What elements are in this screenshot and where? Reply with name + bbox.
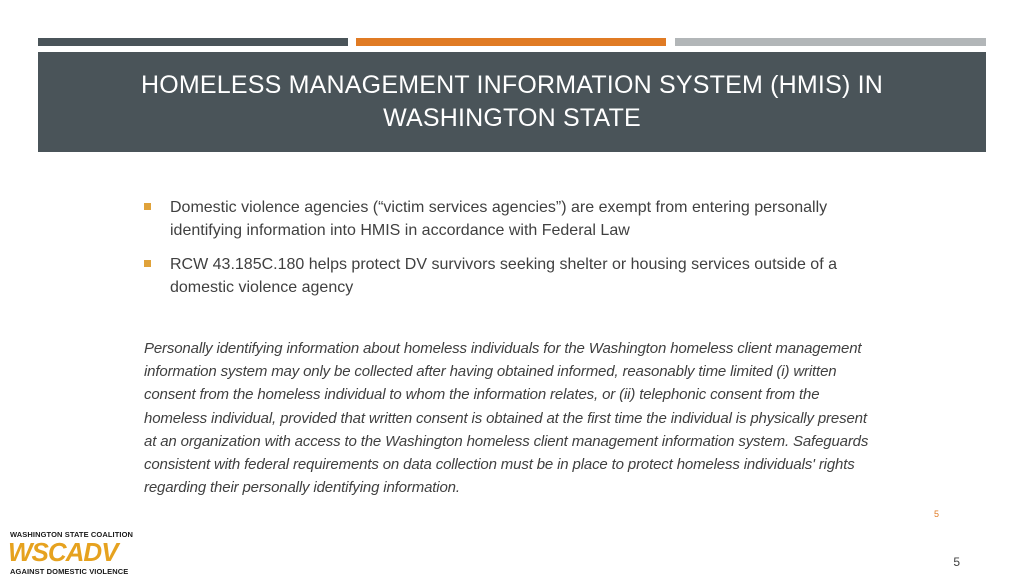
wscadv-logo xyxy=(8,530,148,576)
title-banner xyxy=(38,52,986,152)
slide-number: 5 xyxy=(953,555,960,569)
logo-wordmark: WSCADV xyxy=(8,537,118,567)
bullet-text: RCW 43.185C.180 helps protect DV survivors seeking shelter or housing services outside of a domestic violence agency xyxy=(170,256,837,296)
slide-title: HOMELESS MANAGEMENT INFORMATION SYSTEM (HMIS) IN WASHINGTON STATE xyxy=(140,71,884,132)
logo-top-text: WASHINGTON STATE COALITION xyxy=(10,530,134,539)
accent-bar-orange xyxy=(356,38,666,46)
square-bullet-icon xyxy=(144,203,151,210)
slide-number-small: 5 xyxy=(933,509,939,519)
bullet-item xyxy=(144,253,844,299)
logo-bottom-text: AGAINST DOMESTIC VIOLENCE xyxy=(10,567,129,576)
accent-bar-gray xyxy=(675,38,986,46)
bullet-text: Domestic violence agencies (“victim services agencies”) are exempt from entering personally identifying information into HMIS in accordance with Federal Law xyxy=(170,199,828,239)
accent-bar-dark xyxy=(38,38,348,46)
bullet-list xyxy=(144,196,844,310)
bullet-item xyxy=(144,196,844,242)
statute-quote: Personally identifying information about homeless individuals for the Washington homeless client management information system may only be collected after having obtained informed, reasonably time limited (i) written consent from the homeless individual to whom the information relates, or (ii) telephonic consent from the homeless individual, provided that written consent is obtained at the first time the individual is physically present at an organization with access to the Washington homeless client management information system. Safeguards consistent with federal requirements on data collection must be in place to protect homeless individuals' rights regarding their personally identifying information. xyxy=(144,340,869,497)
square-bullet-icon xyxy=(144,260,151,267)
